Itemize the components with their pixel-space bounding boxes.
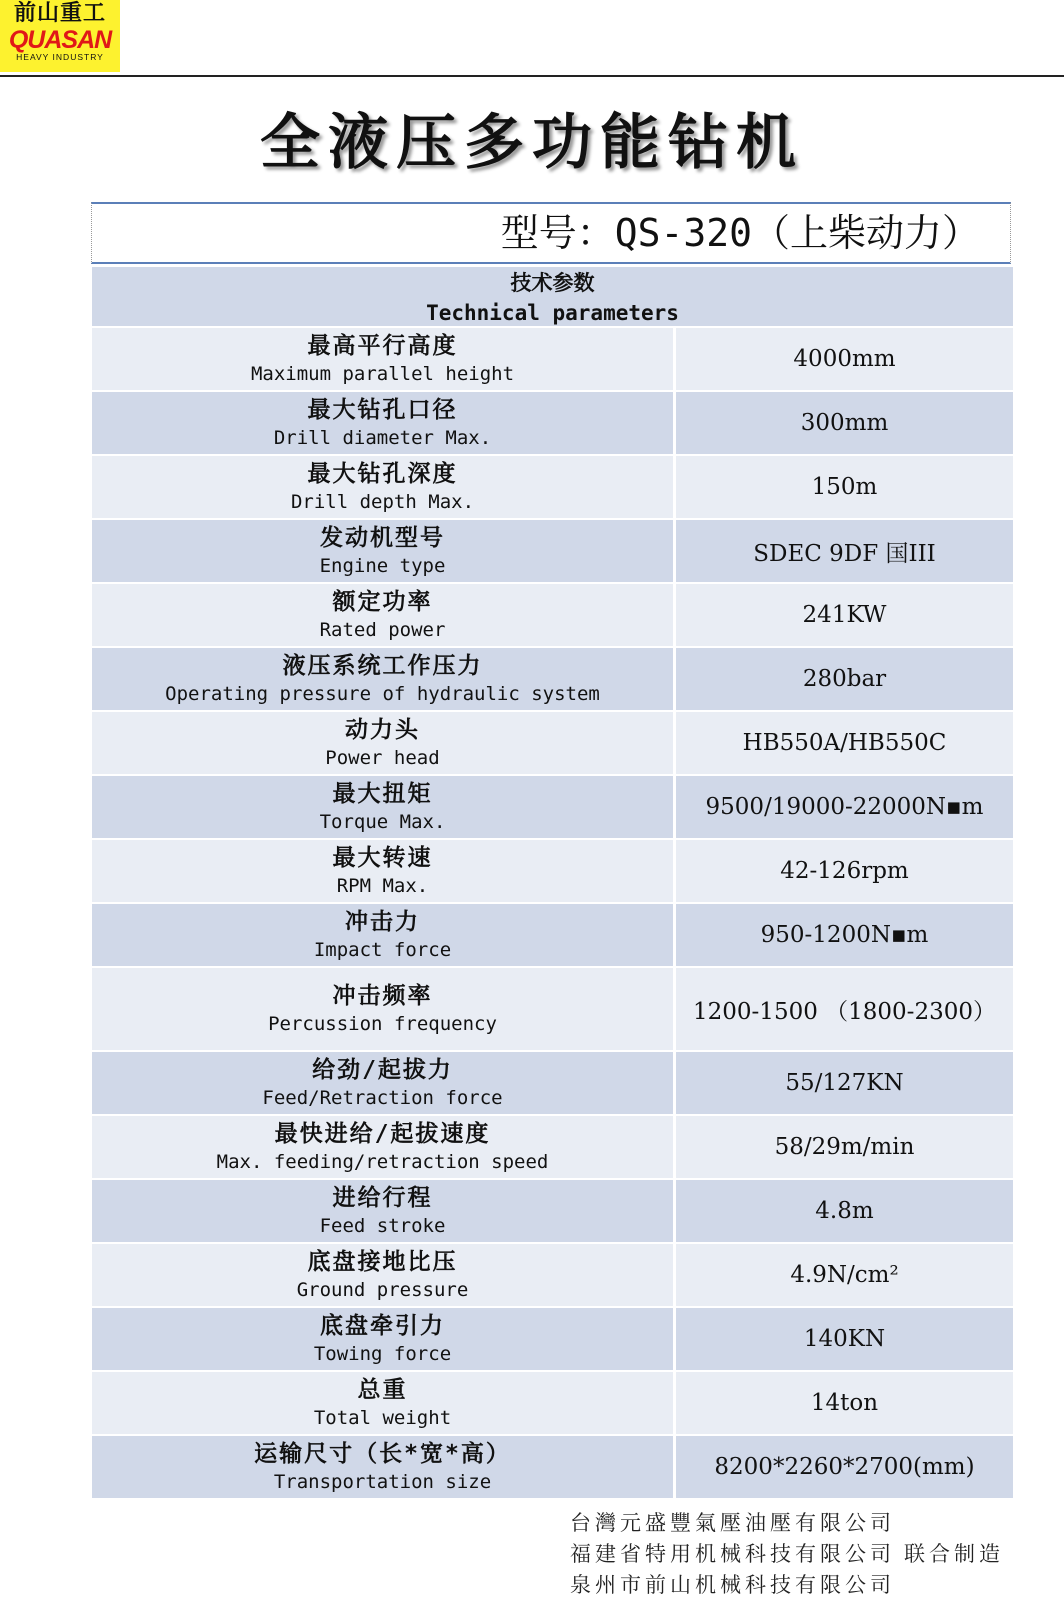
param-value: 4.9N/cm²	[790, 1262, 899, 1288]
param-name-zh: 最大钻孔深度	[307, 461, 458, 487]
param-value: 300mm	[800, 410, 889, 436]
param-value: 241KW	[802, 602, 887, 628]
param-value: 950-1200N▪m	[760, 922, 929, 948]
param-name-en: Torque Max.	[319, 811, 446, 833]
table-row	[92, 328, 1013, 392]
param-name-zh: 冲击力	[345, 909, 420, 935]
company-name: 福建省特用机械科技有限公司	[570, 1542, 895, 1566]
table-row	[92, 1180, 1013, 1244]
joint-manufacture-label: 联合制造	[904, 1542, 1004, 1566]
param-name-zh: 额定功率	[332, 589, 433, 615]
table-row	[92, 1436, 1013, 1500]
param-value: 9500/19000-22000N▪m	[705, 794, 984, 820]
param-name-en: Engine type	[319, 555, 446, 577]
param-name	[92, 904, 676, 966]
company-name: 台灣元盛豐氣壓油壓有限公司	[570, 1511, 895, 1535]
param-name	[92, 520, 676, 582]
param-name-en: Max. feeding/retraction speed	[216, 1151, 549, 1173]
param-name-zh: 液压系统工作压力	[282, 653, 483, 679]
table-row	[92, 648, 1013, 712]
table-header	[92, 267, 1013, 328]
param-name	[92, 1052, 676, 1114]
param-name-zh: 发动机型号	[320, 525, 445, 551]
table-row	[92, 1308, 1013, 1372]
param-value: 55/127KN	[785, 1070, 904, 1096]
param-name-zh: 给劲/起拔力	[312, 1057, 453, 1083]
param-name-en: Drill diameter Max.	[273, 427, 492, 449]
param-value: 1200-1500 （1800-2300）	[693, 998, 996, 1025]
table-header-zh: 技术参数	[510, 271, 595, 295]
param-name	[92, 840, 676, 902]
table-row	[92, 520, 1013, 584]
param-name-en: Feed stroke	[319, 1215, 446, 1237]
param-name	[92, 1116, 676, 1178]
table-row	[92, 584, 1013, 648]
param-name-zh: 运输尺寸（长*宽*高）	[254, 1441, 511, 1467]
table-row	[92, 1116, 1013, 1180]
param-name	[92, 968, 676, 1050]
param-name-en: Drill depth Max.	[290, 491, 475, 513]
param-value: 150m	[811, 474, 878, 500]
param-value: 42-126rpm	[780, 858, 909, 884]
param-name-en: Impact force	[313, 939, 452, 961]
param-name	[92, 1372, 676, 1434]
model-label: 型号：QS-320（上柴动力）	[91, 202, 1011, 264]
logo-sub: HEAVY INDUSTRY	[16, 52, 104, 62]
param-name-en: Percussion frequency	[268, 1013, 497, 1035]
table-row	[92, 904, 1013, 968]
table-header-en: Technical parameters	[426, 301, 679, 325]
param-name-en: Feed/Retraction force	[262, 1087, 503, 1109]
param-value: 14ton	[810, 1390, 879, 1416]
param-name-zh: 最大转速	[332, 845, 433, 871]
param-name-zh: 总重	[357, 1377, 408, 1403]
param-value: SDEC 9DF 国III	[753, 540, 936, 567]
param-value: 280bar	[802, 666, 887, 692]
param-name-en: Operating pressure of hydraulic system	[165, 683, 600, 705]
spec-table	[92, 267, 1013, 1500]
param-name-en: Rated power	[319, 619, 446, 641]
param-value: 4000mm	[793, 346, 896, 372]
param-name-en: Ground pressure	[296, 1279, 469, 1301]
logo-en: QUASAN	[8, 26, 112, 54]
param-name-zh: 底盘牵引力	[320, 1313, 445, 1339]
table-row	[92, 1372, 1013, 1436]
param-name	[92, 712, 676, 774]
param-name-en: RPM Max.	[336, 875, 429, 897]
param-value: 140KN	[803, 1326, 886, 1352]
company-logo	[0, 0, 120, 72]
param-name-zh: 进给行程	[332, 1185, 433, 1211]
table-row	[92, 1052, 1013, 1116]
table-row	[92, 968, 1013, 1052]
param-name-en: Transportation size	[273, 1471, 492, 1493]
table-row	[92, 712, 1013, 776]
page-title: 全液压多功能钻机	[260, 108, 804, 178]
param-name	[92, 1436, 676, 1498]
param-value: 4.8m	[815, 1198, 874, 1224]
param-name	[92, 584, 676, 646]
footer	[570, 1508, 1004, 1601]
table-row	[92, 840, 1013, 904]
param-name-en: Total weight	[313, 1407, 452, 1429]
param-name-zh: 底盘接地比压	[307, 1249, 458, 1275]
param-name	[92, 328, 676, 390]
param-name-zh: 最高平行高度	[307, 333, 458, 359]
param-name	[92, 1244, 676, 1306]
logo-cn: 前山重工	[13, 1, 106, 26]
param-name-zh: 最大钻孔口径	[307, 397, 458, 423]
param-value: HB550A/HB550C	[742, 730, 947, 756]
param-value: 8200*2260*2700(mm)	[714, 1454, 975, 1480]
table-row	[92, 456, 1013, 520]
table-row	[92, 1244, 1013, 1308]
table-row	[92, 392, 1013, 456]
param-name	[92, 1308, 676, 1370]
param-name-en: Towing force	[313, 1343, 452, 1365]
param-name	[92, 392, 676, 454]
header-divider	[0, 75, 1064, 77]
param-name	[92, 456, 676, 518]
param-name-zh: 最快进给/起拔速度	[274, 1121, 491, 1147]
param-name-zh: 动力头	[345, 717, 420, 743]
param-value: 58/29m/min	[774, 1134, 915, 1160]
param-name-zh: 冲击频率	[332, 983, 433, 1009]
param-name-zh: 最大扭矩	[332, 781, 433, 807]
param-name-en: Maximum parallel height	[250, 363, 515, 385]
param-name-en: Power head	[325, 747, 440, 769]
param-name	[92, 776, 676, 838]
table-row	[92, 776, 1013, 840]
company-name: 泉州市前山机械科技有限公司	[570, 1573, 895, 1597]
param-name	[92, 648, 676, 710]
param-name	[92, 1180, 676, 1242]
